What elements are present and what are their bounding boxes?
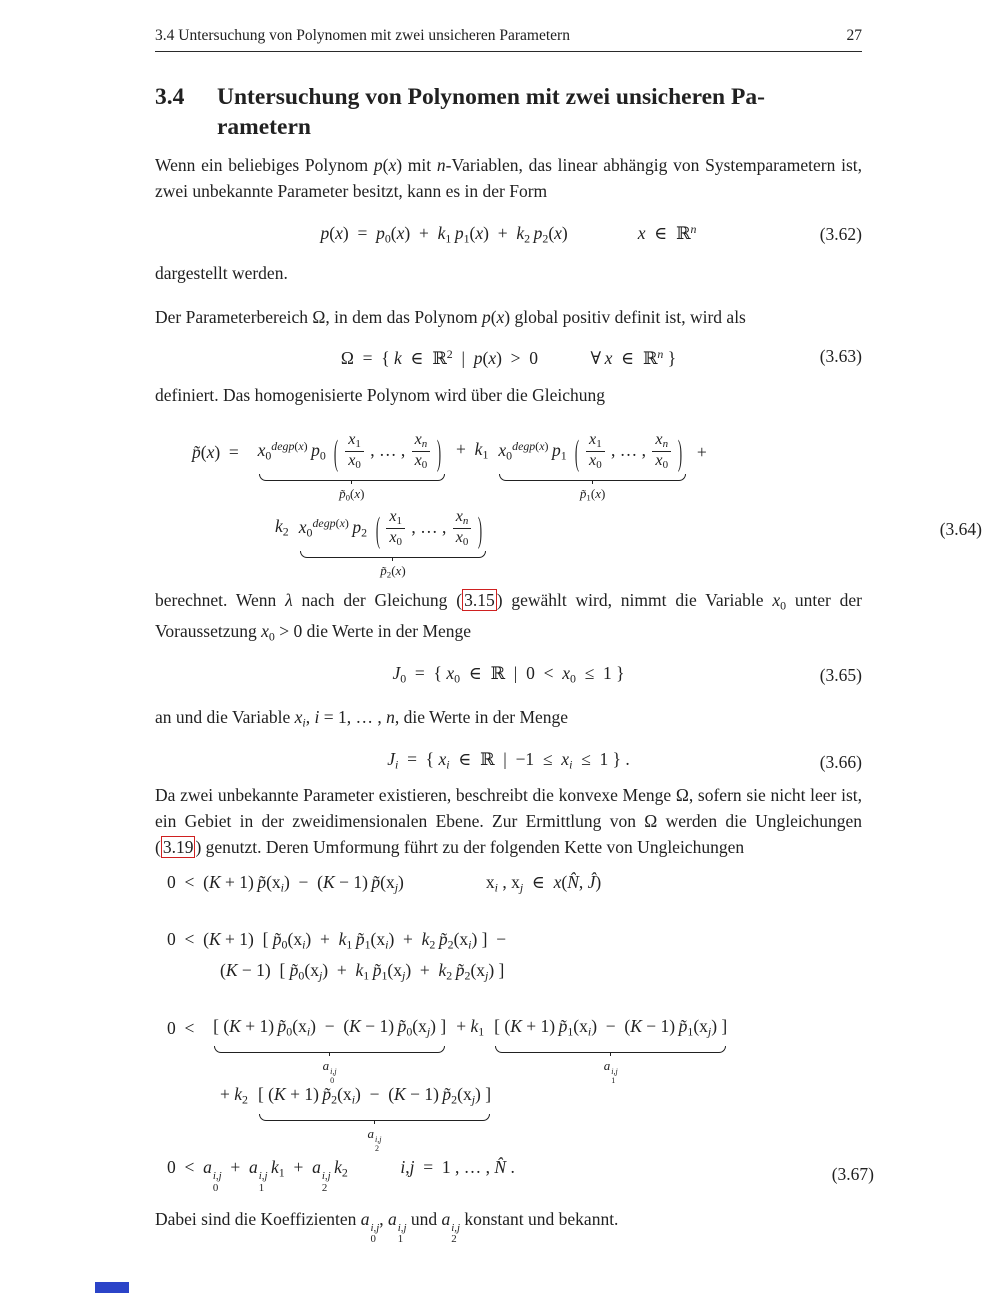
- underbrace-term-a2: [ (K + 1) $p̃_2(x_i)$ − (K − 1) $p̃_2(x_j)$ ] a i,j 2: [257, 1084, 492, 1154]
- inequality-line-2b: (K − 1) [ $p̃_0(x_j)$ + $k_1$ $p̃_1(x_j)$ + $k_2$ $p̃_2(x_j)$ ]: [220, 960, 505, 983]
- underbrace-label-a2: a i,j 2: [367, 1126, 382, 1154]
- k2-coefficient: $k_2$: [275, 515, 289, 539]
- plus-k1-term: + $k_1$: [456, 439, 489, 462]
- underbrace-glyph: [300, 551, 486, 558]
- underbrace-term-a1: [ (K + 1) $p̃_1(x_i)$ − (K − 1) $p̃_1(x_j)$ ] a i,j 1: [494, 1015, 728, 1085]
- paragraph-dazwei: Da zwei unbekannte Parameter existieren, beschreibt die konvexe Menge Ω, sofern sie nicht leer ist, ein Gebiet in der zweidimensionalen Ebene. Zur Ermittlung von Ω werden die Ungleichungen ( 3.19 ) genutzt. Deren Umformung führt zu der folgenden Kette von Ungleichungen: [155, 784, 862, 857]
- eq-ref-link-3-19[interactable]: 3.19: [162, 836, 194, 857]
- equation-3-66-body: $J_i$ = { $x_i$ ∈ ℝ | −1 ≤ $x_i$ ≤ 1 } .: [387, 749, 630, 772]
- underbrace-glyph: [259, 1114, 490, 1121]
- paragraph-final: Dabei sind die Koeffizienten a i,j 0 , a i,j 1 und a i,j 2 konstant und bekannt.: [155, 1209, 619, 1246]
- underbrace-glyph: [214, 1046, 445, 1053]
- underbrace-glyph: [259, 474, 445, 481]
- underbrace-term-a0: [ (K + 1) $p̃_0(x_i)$ − (K − 1) $p̃_0(x_j)$ ] a i,j 0: [213, 1015, 447, 1085]
- paragraph-intro: Wenn ein beliebiges Polynom p(x) mit n-Variablen, das linear abhängig von Systemparametern ist, zwei unbekannte Parameter besitzt, kann es in der Form: [155, 155, 862, 201]
- underbrace-term-p1: $x_0^{degp(x)}$ $p_1$ ( $\frac{x_1}{x_0}$ , … , $\frac{x_n}{x_0}$ ) $p̃_1(x)$: [498, 431, 686, 472]
- section-heading: [155, 82, 862, 142]
- page-number: 27: [846, 27, 862, 44]
- equation-number-3-66: (3.66): [819, 752, 862, 773]
- running-head-title: 3.4 Untersuchung von Polynomen mit zwei unsicheren Parametern: [155, 27, 570, 44]
- inequality-1-condition: $x_i$ , $x_j$ ∈ x(N̂, Ĵ): [485, 871, 602, 895]
- equation-3-64-line1: [192, 431, 862, 503]
- equation-3-65: [155, 660, 862, 691]
- equation-3-64-line2: [275, 508, 982, 580]
- equation-number-3-65: (3.65): [819, 665, 862, 686]
- plus-k1-coefficient: + $k_1$: [456, 1015, 485, 1039]
- equation-3-63-body: Ω = { k ∈ ℝ$^2$ | p(x) > 0 ∀ x ∈ ℝ$^n$ }: [340, 347, 677, 369]
- equation-number-3-62: (3.62): [819, 223, 862, 244]
- equation-3-62-body: p(x) = $p_0(x)$ + $k_1$ $p_1(x)$ + $k_2$ $p_2(x)$ x ∈ ℝ$^n$: [320, 222, 697, 246]
- underbrace-glyph: [499, 474, 685, 481]
- underbrace-label-a1: a i,j 1: [603, 1058, 618, 1085]
- equation-number-3-67: (3.67): [831, 1164, 874, 1185]
- inequality-line-1: [167, 869, 862, 900]
- underbrace-label-p1: $p̃_1(x)$: [579, 486, 606, 503]
- equation-3-67-body: 0 < a i,j 0 + a i,j 1 $k_1$ + a i,j 2 $k_2$ i,j = 1 , … , N̂ .: [167, 1157, 515, 1194]
- paragraph-parameterbereich: Der Parameterbereich Ω, in dem das Polynom p(x) global positiv definit ist, wird als: [155, 307, 746, 328]
- underbrace-label-p2: $p̃_2(x)$: [380, 563, 406, 580]
- plus-k2-coefficient: + $k_2$: [220, 1084, 248, 1107]
- trailing-plus: +: [696, 441, 707, 462]
- equation-3-65-body: $J_0$ = { $x_0$ ∈ ℝ | 0 < $x_0$ ≤ 1 }: [392, 662, 625, 686]
- inequality-3-lead: 0 <: [167, 1018, 204, 1039]
- equation-number-3-63: (3.63): [819, 346, 862, 367]
- page-header: [155, 0, 862, 52]
- underbrace-term-p0: $x_0^{degp(x)}$ $p_0$ ( $\frac{x_1}{x_0}$ , … , $\frac{x_n}{x_0}$ ) $p̃_0(x)$: [258, 431, 446, 472]
- inequality-line-2a: 0 < (K + 1) [ $p̃_0(x_i)$ + $k_1$ $p̃_1(x_i)$ + $k_2$ $p̃_2(x_i)$ ] −: [167, 929, 507, 952]
- paragraph-berechnet: berechnet. Wenn λ nach der Gleichung ( 3.15 ) gewählt wird, nimmt die Variable $x_0$ unter der Voraussetzung $x_0 > 0$ die Werte in der Menge: [155, 590, 862, 644]
- equation-3-67: [167, 1154, 874, 1194]
- corner-mark: [95, 1282, 129, 1293]
- eq-ref-link-3-15[interactable]: 3.15: [464, 590, 495, 611]
- equation-3-66: [155, 746, 862, 777]
- equation-number-3-64: (3.64): [939, 518, 982, 539]
- paragraph-anund: an und die Variable $x_i$, i = 1, … , n, die Werte in der Menge: [155, 707, 569, 730]
- inequality-1-body: 0 < (K + 1) $p̃(x_i)$ − (K − 1) $p̃(x_j)$: [167, 871, 404, 895]
- equation-3-63: [155, 341, 862, 371]
- equation-3-64-lhs: p̃(x) =: [192, 441, 248, 462]
- underbrace-label-p0: $p̃_0(x)$: [339, 486, 365, 503]
- underbrace-label-a0: a i,j 0: [322, 1058, 337, 1085]
- paragraph-dargestellt: dargestellt werden.: [155, 263, 288, 284]
- inequality-line-3b: [220, 1081, 862, 1154]
- inequality-line-3a: [167, 1013, 862, 1085]
- paragraph-definiert: definiert. Das homogenisierte Polynom wird über die Gleichung: [155, 385, 606, 406]
- section-title: Untersuchung von Polynomen mit zwei unsicheren Pa- rametern: [217, 84, 765, 140]
- section-number: 3.4: [155, 84, 185, 110]
- underbrace-term-p2: $x_0^{degp(x)}$ $p_2$ ( $\frac{x_1}{x_0}$ , … , $\frac{x_n}{x_0}$ ) $p̃_2(x)$: [299, 508, 487, 549]
- underbrace-glyph: [495, 1046, 726, 1053]
- equation-3-62: [155, 216, 862, 251]
